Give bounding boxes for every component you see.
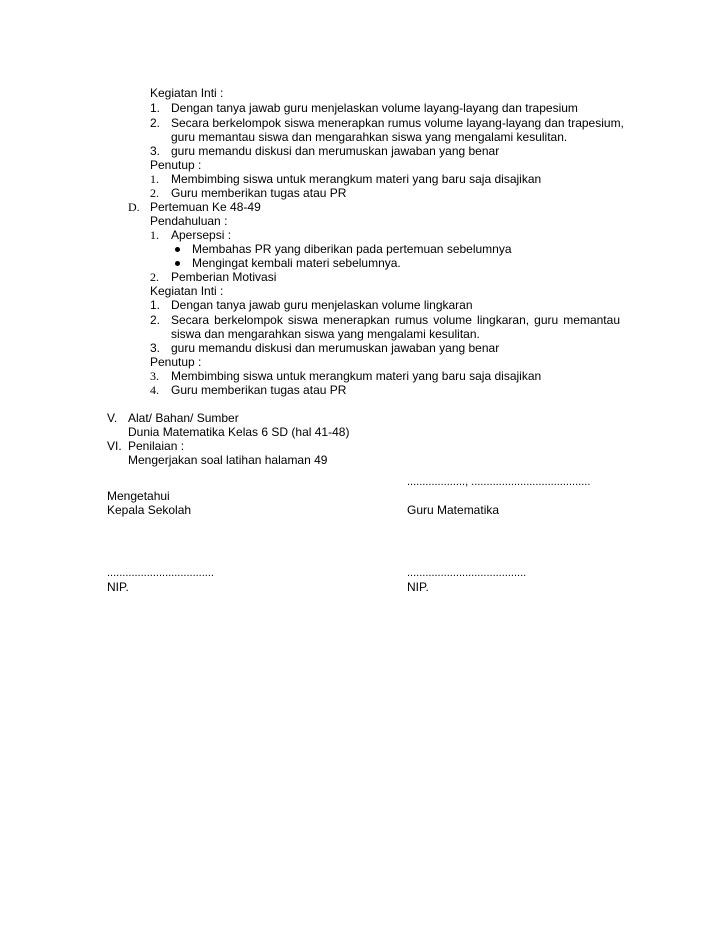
section-v-title: Alat/ Bahan/ Sumber (128, 411, 239, 425)
list-number: 2. (150, 270, 159, 284)
list-number: 4. (150, 383, 159, 397)
section-v-number: V. (107, 411, 118, 425)
signature-left-nip: NIP. (107, 580, 129, 594)
penutup-label-c: Penutup : (150, 158, 202, 172)
list-item: Membimbing siswa untuk merangkum materi yang baru saja disajikan (171, 172, 542, 186)
list-number: 1. (150, 298, 161, 312)
signature-left-line1: Mengetahui (107, 489, 170, 503)
section-vi-content: Mengerjakan soal latihan halaman 49 (128, 453, 328, 467)
apersepsi-label: Apersepsi : (171, 228, 232, 242)
motivasi-label: Pemberian Motivasi (171, 270, 277, 284)
signature-left-title: Kepala Sekolah (107, 503, 192, 517)
bullet-item: Membahas PR yang diberikan pada pertemuan sebelumnya (192, 242, 512, 256)
penutup-label-d: Penutup : (150, 355, 202, 369)
signature-right-line: ....................................... (407, 567, 527, 579)
section-v-content: Dunia Matematika Kelas 6 SD (hal 41-48) (128, 425, 350, 439)
kegiatan-inti-label-c: Kegiatan Inti : (150, 86, 224, 100)
signature-right-nip: NIP. (407, 580, 429, 594)
place-date: ..................., ....................................... (407, 476, 591, 488)
list-item: guru memandu diskusi dan merumuskan jawaban yang benar (171, 341, 500, 355)
kegiatan-inti-label-d: Kegiatan Inti : (150, 284, 224, 298)
list-item: Guru memberikan tugas atau PR (171, 383, 347, 397)
list-item: guru memandu diskusi dan merumuskan jawaban yang benar (171, 144, 500, 158)
list-item-continuation: guru memantau siswa dan mengarahkan siswa yang mengalami kesulitan. (171, 130, 568, 144)
list-number: 1. (150, 101, 161, 115)
signature-left-line: ................................... (107, 567, 214, 579)
list-number: 3. (150, 369, 159, 383)
list-number: 3. (150, 144, 161, 158)
list-item: Membimbing siswa untuk merangkum materi yang baru saja disajikan (171, 369, 542, 383)
bullet-icon (175, 261, 180, 266)
list-number: 1. (150, 172, 159, 186)
bullet-item: Mengingat kembali materi sebelumnya. (192, 256, 401, 270)
list-number: 1. (150, 228, 159, 242)
list-item-continuation: siswa dan mengarahkan siswa yang mengalami kesulitan. (171, 327, 480, 341)
list-item: Guru memberikan tugas atau PR (171, 186, 347, 200)
list-number: 2. (150, 116, 161, 130)
list-number: 3. (150, 341, 161, 355)
list-item: Dengan tanya jawab guru menjelaskan volume lingkaran (171, 298, 473, 312)
signature-right-title: Guru Matematika (407, 503, 500, 517)
section-d-title: Pertemuan Ke 48-49 (150, 200, 261, 214)
list-item: Secara berkelompok siswa menerapkan rumus volume lingkaran, guru memantau (171, 313, 620, 327)
list-item: Secara berkelompok siswa menerapkan rumus volume layang-layang dan trapesium, (171, 116, 624, 130)
list-number: 2. (150, 186, 159, 200)
section-vi-title: Penilaian : (128, 439, 185, 453)
pendahuluan-label: Pendahuluan : (150, 214, 228, 228)
section-d-letter: D. (128, 200, 140, 214)
bullet-icon (175, 247, 180, 252)
section-vi-number: VI. (107, 439, 122, 453)
list-item: Dengan tanya jawab guru menjelaskan volume layang-layang dan trapesium (171, 101, 578, 115)
list-number: 2. (150, 313, 161, 327)
